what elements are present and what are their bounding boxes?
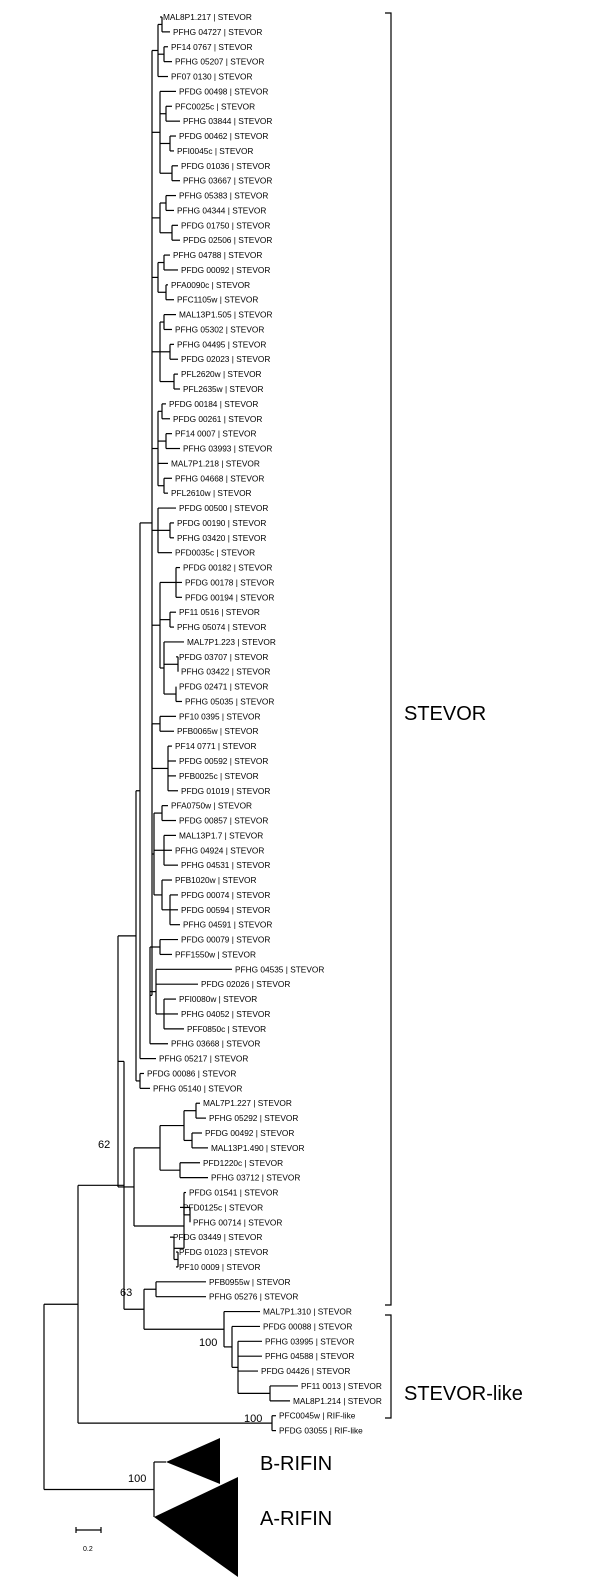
leaf-label: PFDG 00092 | STEVOR xyxy=(181,264,271,275)
leaf-labels xyxy=(147,12,382,1436)
leaf-label: PFDG 00184 | STEVOR xyxy=(169,398,259,409)
bootstrap-62: 62 xyxy=(98,1139,111,1151)
leaf-label: PFHG 05383 | STEVOR xyxy=(179,190,269,201)
leaf-label: PFDG 00079 | STEVOR xyxy=(181,934,271,945)
bootstrap-100-stevor-like: 100 xyxy=(199,1337,218,1349)
leaf-label: PFHG 04727 | STEVOR xyxy=(173,26,263,37)
leaf-label: PFHG 04788 | STEVOR xyxy=(173,250,263,261)
leaf-label: PFHG 05074 | STEVOR xyxy=(177,622,267,633)
leaf-label: PF07 0130 | STEVOR xyxy=(171,71,253,82)
leaf-label: PFDG 00178 | STEVOR xyxy=(185,577,275,588)
leaf-label: PFHG 05035 | STEVOR xyxy=(185,696,275,707)
leaf-label: PFD0125c | STEVOR xyxy=(183,1202,264,1213)
stevor-bracket xyxy=(385,13,391,1305)
bootstrap-63: 63 xyxy=(120,1287,133,1299)
leaf-label: PFHG 05276 | STEVOR xyxy=(209,1291,299,1302)
leaf-label: PFC0045w | RIF-like xyxy=(279,1410,356,1421)
leaf-label: PFDG 00261 | STEVOR xyxy=(173,413,263,424)
bootstrap-100-rif-like: 100 xyxy=(244,1413,263,1425)
scale-bar-label: 0.2 xyxy=(83,1546,93,1553)
leaf-label: PFHG 04531 | STEVOR xyxy=(181,860,271,871)
leaf-label: PFD0035c | STEVOR xyxy=(175,547,256,558)
leaf-label: MAL8P1.214 | STEVOR xyxy=(293,1395,382,1406)
leaf-label: PF10 0009 | STEVOR xyxy=(179,1261,261,1272)
leaf-label: PFDG 00074 | STEVOR xyxy=(181,889,271,900)
leaf-label: PFDG 03449 | STEVOR xyxy=(173,1232,263,1243)
leaf-label: PFDG 03055 | RIF-like xyxy=(279,1425,363,1436)
bootstrap-100-rifin: 100 xyxy=(128,1473,147,1485)
leaf-label: PFHG 03712 | STEVOR xyxy=(211,1172,301,1183)
a-rifin-label: A-RIFIN xyxy=(260,1508,333,1530)
leaf-label: PFHG 04535 | STEVOR xyxy=(235,964,325,975)
leaf-label: PFHG 05207 | STEVOR xyxy=(175,56,265,67)
leaf-label: PFDG 00857 | STEVOR xyxy=(179,815,269,826)
leaf-label: PFB0955w | STEVOR xyxy=(209,1276,291,1287)
leaf-label: PFDG 02026 | STEVOR xyxy=(201,979,291,990)
leaf-label: PFHG 03993 | STEVOR xyxy=(183,443,273,454)
leaf-label: PFHG 04344 | STEVOR xyxy=(177,205,267,216)
leaf-label: PFHG 05217 | STEVOR xyxy=(159,1053,249,1064)
leaf-label: PFDG 00592 | STEVOR xyxy=(179,756,269,766)
leaf-label: PFHG 05140 | STEVOR xyxy=(153,1083,243,1094)
leaf-label: PFL2620w | STEVOR xyxy=(181,369,262,380)
leaf-label: PFDG 00194 | STEVOR xyxy=(185,592,275,603)
leaf-label: PFDG 00500 | STEVOR xyxy=(179,503,269,514)
leaf-label: PFHG 03668 | STEVOR xyxy=(171,1038,261,1049)
leaf-label: PF11 0013 | STEVOR xyxy=(301,1380,382,1391)
leaf-label: PFDG 01023 | STEVOR xyxy=(179,1247,269,1258)
leaf-label: PFF1550w | STEVOR xyxy=(175,949,256,960)
leaf-label: PFDG 02506 | STEVOR xyxy=(183,235,273,246)
leaf-label: PFB1020w | STEVOR xyxy=(175,875,257,886)
leaf-label: MAL13P1.7 | STEVOR xyxy=(179,830,264,841)
stevor-like-clade-label: STEVOR-like xyxy=(404,1383,523,1405)
leaf-label: PFD1220c | STEVOR xyxy=(203,1157,284,1168)
leaf-label: PFDG 00462 | STEVOR xyxy=(179,131,269,142)
leaf-label: PFB0025c | STEVOR xyxy=(179,770,259,781)
leaf-label: PFI0080w | STEVOR xyxy=(179,994,258,1005)
leaf-label: PF14 0771 | STEVOR xyxy=(175,741,257,752)
leaf-label: PFDG 01750 | STEVOR xyxy=(181,220,271,231)
leaf-label: PFC0025c | STEVOR xyxy=(175,101,256,112)
leaf-label: PFA0750w | STEVOR xyxy=(171,800,253,811)
leaf-label: MAL7P1.218 | STEVOR xyxy=(171,458,260,469)
leaf-label: PFA0090c | STEVOR xyxy=(171,279,251,290)
scale-bar xyxy=(76,1527,101,1533)
leaf-label: PFDG 00492 | STEVOR xyxy=(205,1128,295,1138)
leaf-label: PFHG 04591 | STEVOR xyxy=(183,919,273,930)
leaf-label: PFDG 02471 | STEVOR xyxy=(179,681,269,692)
leaf-label: PFHG 04924 | STEVOR xyxy=(175,845,265,856)
leaf-label: PFHG 04052 | STEVOR xyxy=(181,1008,271,1019)
leaf-label: MAL13P1.490 | STEVOR xyxy=(211,1142,305,1153)
b-rifin-label: B-RIFIN xyxy=(260,1453,333,1475)
leaf-label: PFHG 03422 | STEVOR xyxy=(181,666,271,677)
leaf-label: PFHG 03995 | STEVOR xyxy=(265,1336,355,1347)
leaf-label: PFDG 00190 | STEVOR xyxy=(177,517,267,528)
leaf-label: PFL2610w | STEVOR xyxy=(171,488,252,499)
leaf-label: PFHG 05292 | STEVOR xyxy=(209,1113,299,1124)
leaf-label: PFDG 00086 | STEVOR xyxy=(147,1068,237,1079)
leaf-label: MAL7P1.227 | STEVOR xyxy=(203,1098,292,1109)
leaf-label: PFHG 04668 | STEVOR xyxy=(175,473,265,484)
leaf-label: PF14 0007 | STEVOR xyxy=(175,428,257,439)
leaf-label: PFDG 00088 | STEVOR xyxy=(263,1321,353,1332)
leaf-label: PFHG 04495 | STEVOR xyxy=(177,339,267,350)
leaf-label: MAL7P1.223 | STEVOR xyxy=(187,636,276,647)
leaf-label: PFDG 00182 | STEVOR xyxy=(183,562,273,573)
leaf-label: PF11 0516 | STEVOR xyxy=(179,607,260,618)
leaf-label: PFL2635w | STEVOR xyxy=(183,384,264,394)
leaf-label: PFDG 01541 | STEVOR xyxy=(189,1187,279,1198)
leaf-label: PFI0045c | STEVOR xyxy=(177,145,254,156)
stevor-clade-label: STEVOR xyxy=(404,703,487,725)
leaf-label: PF14 0767 | STEVOR xyxy=(171,41,253,52)
leaf-label: PFDG 01019 | STEVOR xyxy=(181,785,271,796)
stevor-like-bracket xyxy=(385,1315,391,1418)
leaf-label: PFDG 04426 | STEVOR xyxy=(261,1366,351,1377)
a-rifin-collapsed-clade xyxy=(154,1477,238,1577)
leaf-label: PFDG 03707 | STEVOR xyxy=(179,651,269,662)
leaf-label: PFDG 00594 | STEVOR xyxy=(181,904,271,915)
leaf-label: PFHG 03420 | STEVOR xyxy=(177,532,267,543)
leaf-label: PF10 0395 | STEVOR xyxy=(179,711,261,722)
leaf-label: PFHG 00714 | STEVOR xyxy=(193,1217,283,1228)
b-rifin-collapsed-clade xyxy=(166,1438,220,1484)
leaf-label: PFDG 00498 | STEVOR xyxy=(179,86,269,97)
leaf-label: PFHG 03667 | STEVOR xyxy=(183,175,273,186)
leaf-label: PFF0850c | STEVOR xyxy=(187,1023,267,1034)
leaf-label: PFC1105w | STEVOR xyxy=(177,294,259,305)
leaf-label: MAL7P1.310 | STEVOR xyxy=(263,1306,352,1317)
leaf-label: PFHG 05302 | STEVOR xyxy=(175,324,265,335)
leaf-label: PFHG 04588 | STEVOR xyxy=(265,1351,355,1362)
leaf-label: MAL13P1.505 | STEVOR xyxy=(179,309,273,320)
leaf-label: PFDG 01036 | STEVOR xyxy=(181,160,271,171)
leaf-label: PFDG 02023 | STEVOR xyxy=(181,354,271,365)
leaf-label: MAL8P1.217 | STEVOR xyxy=(163,12,252,22)
leaf-label: PFB0065w | STEVOR xyxy=(177,726,259,737)
leaf-label: PFHG 03844 | STEVOR xyxy=(183,116,273,127)
